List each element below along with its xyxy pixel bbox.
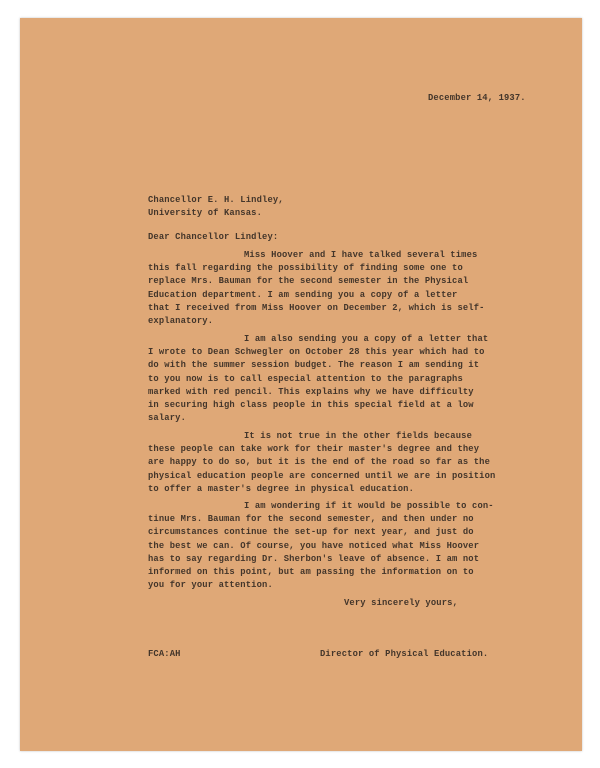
paragraph-line: salary. [148, 413, 187, 424]
paragraph-line: tinue Mrs. Bauman for the second semester, and then under no [148, 514, 474, 525]
paragraph-line: do with the summer session budget. The reason I am sending it [148, 360, 480, 371]
letter-date: December 14, 1937. [428, 93, 526, 103]
paragraph-line: are happy to do so, but it is the end of the road so far as the [148, 457, 491, 468]
paragraph-line: I wrote to Dean Schwegler on October 28 this year which had to [148, 347, 485, 358]
paragraph-3 [148, 430, 495, 496]
paragraph-line: replace Mrs. Bauman for the second semester in the Physical [148, 276, 469, 287]
recipient-institution: University of Kansas. [148, 208, 263, 219]
paragraph-line: It is not true in the other fields because [244, 431, 473, 441]
recipient-address [148, 194, 284, 220]
paragraph-line: to offer a master's degree in physical education. [148, 483, 415, 494]
paragraph-line: I am wondering if it would be possible to con- [244, 501, 494, 511]
paragraph-2 [148, 333, 488, 425]
paragraph-line: circumstances continue the set-up for next year, and just do [148, 527, 474, 538]
paragraph-line: this fall regarding the possibility of finding some one to [148, 263, 463, 274]
initials: FCA:AH [148, 649, 181, 659]
paragraph-line: you for your attention. [148, 580, 273, 591]
salutation: Dear Chancellor Lindley: [148, 232, 279, 242]
paragraph-line: has to say regarding Dr. Sherbon's leave of absence. I am not [148, 553, 480, 564]
paragraph-line: the best we can. Of course, you have noticed what Miss Hoover [148, 540, 480, 551]
paragraph-line: to you now is to call especial attention to the paragraphs [148, 373, 463, 384]
paragraph-line: physical education people are concerned until we are in position [148, 470, 496, 481]
recipient-name: Chancellor E. H. Lindley, [148, 195, 284, 205]
paragraph-line: in securing high class people in this special field at a low [148, 399, 474, 410]
paragraph-line: Miss Hoover and I have talked several times [244, 250, 478, 260]
paragraph-4 [148, 500, 494, 592]
paragraph-line: I am also sending you a copy of a letter that [244, 334, 489, 344]
paragraph-line: explanatory. [148, 315, 214, 326]
paragraph-line: marked with red pencil. This explains why we have difficulty [148, 386, 474, 397]
paragraph-line: that I received from Miss Hoover on December 2, which is self- [148, 302, 485, 313]
closing: Very sincerely yours, [344, 598, 459, 608]
paragraph-1 [148, 249, 485, 328]
paragraph-line: informed on this point, but am passing the information on to [148, 566, 474, 577]
paragraph-line: Education department. I am sending you a copy of a letter [148, 289, 458, 300]
paragraph-line: these people can take work for their master's degree and they [148, 444, 480, 455]
signature-title: Director of Physical Education. [320, 649, 489, 659]
